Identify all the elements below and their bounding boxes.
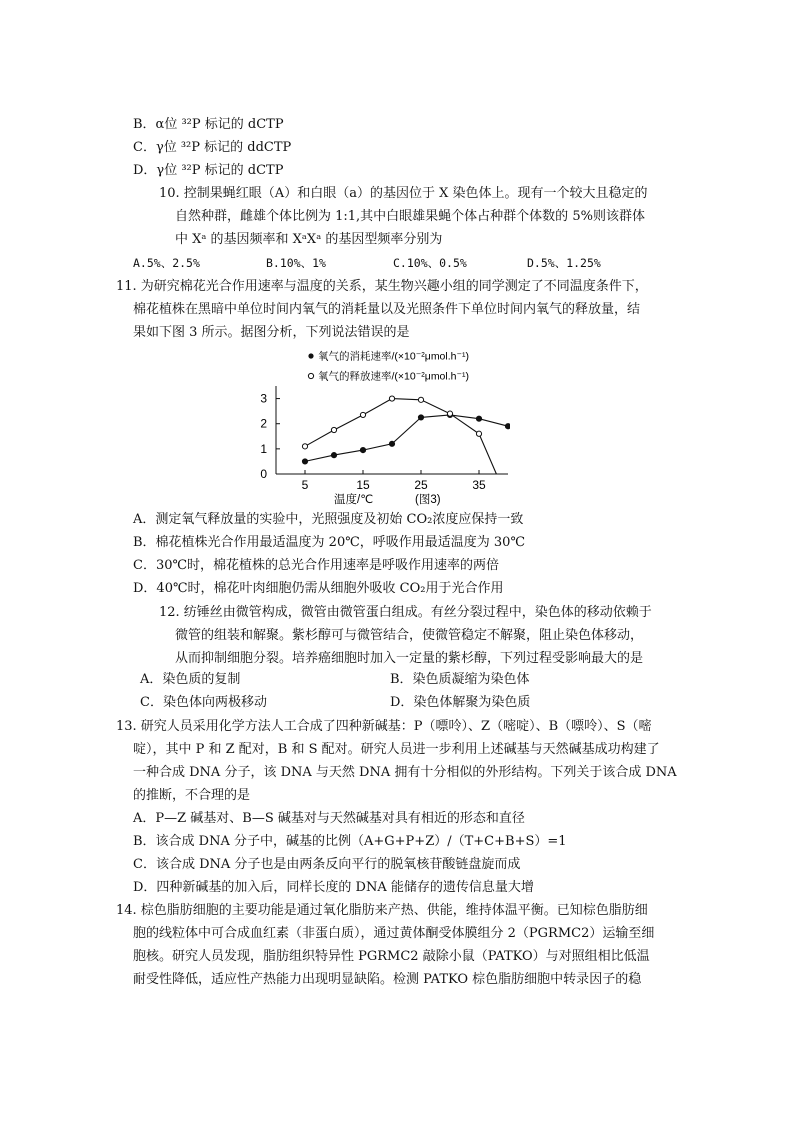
q10-stem-line3: 中 Xᵃ 的基因频率和 XᵃXᵃ 的基因型频率分别为 [175, 232, 443, 247]
q14-stem-line4: 耐受性降低，适应性产热能力出现明显缺陷。检测 PATKO 棕色脂肪细胞中转录因子的稳 [133, 972, 642, 987]
q14-stem-line1: 14. 棕色脂肪细胞的主要功能是通过氧化脂肪来产热、供能，维持体温平衡。已知棕色脂肪细 [116, 903, 648, 918]
figure-caption: (图3) [415, 494, 441, 506]
series-group [302, 396, 510, 474]
x-tick-label: 15 [356, 478, 370, 492]
q9-option-c: C．γ位 ³²P 标记的 ddCTP [133, 140, 292, 155]
q11-option-d: D．40℃时，棉花叶肉细胞仍需从细胞外吸收 CO₂用于光合作用 [133, 581, 504, 596]
series-2-point [360, 412, 365, 417]
q12-option-b: B．染色质凝缩为染色体 [390, 672, 530, 687]
q12-stem-line3: 从而抑制细胞分裂。培养癌细胞时加入一定量的紫杉醇，下列过程受影响最大的是 [175, 651, 644, 666]
q13-option-d: D．四种新碱基的加入后，同样长度的 DNA 能储存的遗传信息量大增 [133, 880, 534, 895]
q13-option-c: C．该合成 DNA 分子也是由两条反向平行的脱氧核苷酸链盘旋而成 [133, 857, 521, 872]
q10-stem-line1: 10. 控制果蝇红眼（A）和白眼（a）的基因位于 X 染色体上。现有一个较大且稳定的 [159, 186, 648, 201]
series-2-point [418, 397, 423, 402]
q14-stem-line3: 胞核。研究人员发现，脂肪组织特异性 PGRMC2 敲除小鼠（PATKO）与对照组相比低温 [133, 949, 650, 964]
q10-option-b: B.10%、1% [266, 256, 326, 270]
x-tick-label: 25 [414, 478, 428, 492]
q11-option-a: A．测定氧气释放量的实验中，光照强度及初始 CO₂浓度应保持一致 [133, 512, 524, 527]
figure-3-chart [250, 340, 510, 510]
series-2-point [447, 411, 452, 416]
q10-stem-line2: 自然种群，雌雄个体比例为 1:1,其中白眼雄果蝇个体占种群个体数的 5%则该群体 [175, 209, 645, 224]
q11-stem-line1: 11. 为研究棉花光合作用速率与温度的关系，某生物兴趣小组的同学测定了不同温度条件下， [116, 279, 648, 294]
series-2-point [302, 444, 307, 449]
q12-option-a: A．染色质的复制 [140, 672, 241, 687]
legend-label-release: 氧气的释放速率/(×10⁻²μmol.h⁻¹) [318, 370, 470, 383]
x-axis-label: 温度/℃ [334, 494, 374, 506]
q13-stem-line2: 啶），其中 P 和 Z 配对，B 和 S 配对。研究人员进一步利用上述碱基与天然碱基成功构建了 [133, 742, 660, 757]
q12-stem-line2: 微管的组装和解聚。紫杉醇可与微管结合，使微管稳定不解聚，阻止染色体移动， [175, 628, 644, 643]
series-1-point [331, 453, 336, 458]
q11-option-c: C．30℃时，棉花植株的总光合作用速率是呼吸作用速率的两倍 [133, 558, 500, 573]
q9-option-d: D．γ位 ³²P 标记的 dCTP [133, 163, 284, 178]
series-1-point [389, 441, 394, 446]
q13-option-b: B．该合成 DNA 分子中，碱基的比例（A+G+P+Z）/（T+C+B+S）=1 [133, 834, 567, 849]
series-2-point [389, 396, 394, 401]
q12-option-d: D．染色体解聚为染色质 [390, 695, 531, 710]
legend [308, 350, 469, 383]
legend-filled-marker [308, 353, 313, 358]
q10-option-d: D.5%、1.25% [527, 256, 601, 270]
x-tick-label: 5 [301, 478, 309, 492]
legend-open-marker [308, 373, 313, 378]
q14-stem-line2: 胞的线粒体中可合成血红素（非蛋白质），通过黄体酮受体膜组分 2（PGRMC2）运输至细 [133, 926, 655, 941]
series-1-point [505, 424, 510, 429]
q10-option-a: A.5%、2.5% [133, 256, 200, 270]
series-1-point [476, 416, 481, 421]
q11-stem-line2: 棉花植株在黑暗中单位时间内氧气的消耗量以及光照条件下单位时间内氧气的释放量，结 [133, 302, 641, 317]
y-tick-label: 0 [260, 467, 267, 481]
legend-label-consumption: 氧气的消耗速率/(×10⁻²μmol.h⁻¹) [318, 350, 470, 363]
q13-stem-line4: 的推断，不合理的是 [133, 788, 251, 803]
q11-option-b: B．棉花植株光合作用最适温度为 20℃，呼吸作用最适温度为 30℃ [133, 535, 525, 550]
series-2-point [476, 431, 481, 436]
tick-group [260, 392, 486, 492]
series-1-point [418, 415, 423, 420]
y-tick-label: 3 [260, 391, 267, 406]
q9-option-b: B．α位 ³²P 标记的 dCTP [133, 117, 284, 132]
q11-stem-line3: 果如下图 3 所示。据图分析，下列说法错误的是 [133, 325, 410, 340]
x-tick-label: 35 [472, 478, 486, 492]
series-1-point [302, 459, 307, 464]
q13-stem-line1: 13. 研究人员采用化学方法人工合成了四种新碱基：P（嘌呤）、Z（嘧啶）、B（嘌呤）、S（嘧 [116, 719, 652, 734]
q12-stem-line1: 12. 纺锤丝由微管构成，微管由微管蛋白组成。有丝分裂过程中，染色体的移动依赖于 [159, 605, 652, 620]
y-tick-label: 2 [260, 416, 267, 431]
series-2-point [331, 427, 336, 432]
y-tick-label: 1 [260, 441, 267, 456]
q13-stem-line3: 一种合成 DNA 分子，该 DNA 与天然 DNA 拥有十分相似的外形结构。下列关于该合成 DNA [133, 765, 677, 780]
series-1-point [360, 448, 365, 453]
q13-option-a: A．P—Z 碱基对、B—S 碱基对与天然碱基对具有相近的形态和直径 [133, 811, 525, 826]
q10-option-c: C.10%、0.5% [393, 256, 467, 270]
q12-option-c: C．染色体向两极移动 [140, 695, 267, 710]
